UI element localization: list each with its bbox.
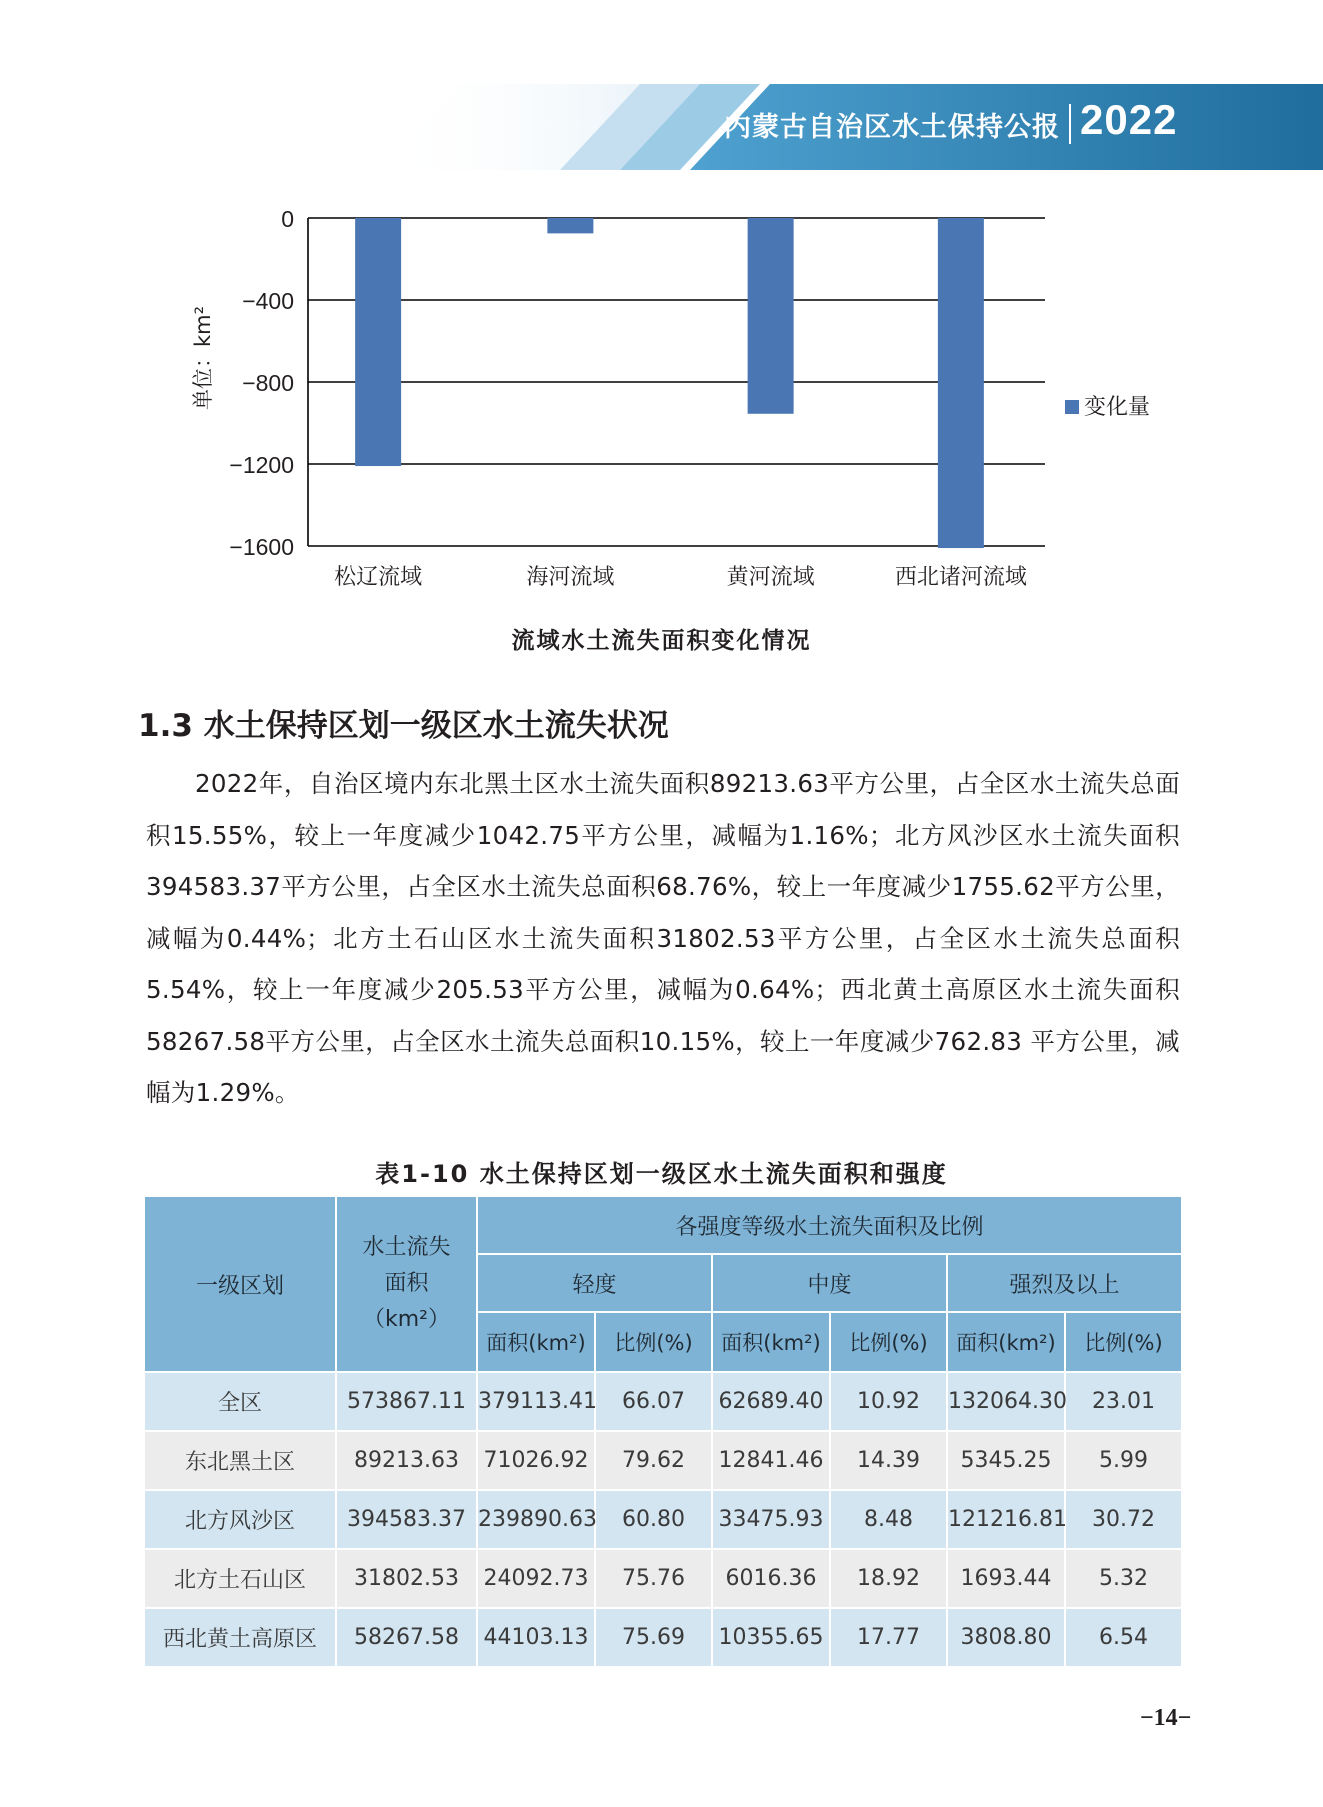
chart-caption: 流域水土流失面积变化情况 xyxy=(511,628,812,654)
cell-total: 31802.53 xyxy=(336,1549,477,1608)
section-paragraph: 2022年，自治区境内东北黑土区水土流失面积89213.63平方公里，占全区水土流失总面积15.55%，较上一年度减少1042.75平方公里，减幅为1.16%；北方风沙区水土流失面积394583.37平方公里，占全区水土流失总面积68.76%，较上一年度减少1755.62平方公里，减幅为0.44%；北方土石山区水土流失面积31802.53平方公里，占全区水土流失总面积5.54%，较上一年度减少205.53平方公里，减幅为0.64%；西北黄土高原区水土流失面积58267.58平方公里，占全区水土流失总面积10.15%，较上一年度减少762.83 平方公里，减幅为1.29%。 xyxy=(146,769,1180,1107)
header-total-line2: 面积 xyxy=(384,1271,429,1296)
cell-light-area: 239890.63 xyxy=(477,1490,595,1549)
cell-total: 89213.63 xyxy=(336,1431,477,1490)
header-total-area xyxy=(336,1196,477,1372)
header-light-area: 面积(km²) xyxy=(477,1312,595,1372)
header-medium-area: 面积(km²) xyxy=(712,1312,830,1372)
report-year: 2022 xyxy=(1080,96,1178,143)
cell-light-ratio: 66.07 xyxy=(595,1372,712,1431)
cell-severe-area: 121216.81 xyxy=(947,1490,1065,1549)
cell-severe-area: 132064.30 xyxy=(947,1372,1065,1431)
header-region: 一级区划 xyxy=(144,1196,336,1372)
title-divider xyxy=(1069,104,1071,144)
x-tick-label: 松辽流域 xyxy=(334,565,423,590)
erosion-intensity-table xyxy=(143,1195,1183,1668)
header-light: 轻度 xyxy=(477,1254,712,1312)
legend-label: 变化量 xyxy=(1084,395,1151,420)
table-row xyxy=(144,1549,1182,1608)
cell-severe-ratio: 5.99 xyxy=(1065,1431,1182,1490)
x-tick-label: 海河流域 xyxy=(526,565,615,590)
bar xyxy=(547,218,593,233)
cell-light-area: 44103.13 xyxy=(477,1608,595,1667)
y-tick-label: 0 xyxy=(281,206,294,232)
bar xyxy=(938,218,984,548)
y-axis-label: 单位：km² xyxy=(191,305,215,411)
cell-region: 全区 xyxy=(144,1372,336,1431)
bar xyxy=(748,218,794,414)
cell-medium-area: 62689.40 xyxy=(712,1372,830,1431)
header-medium-ratio: 比例(%) xyxy=(830,1312,947,1372)
header-total-line1: 水土流失 xyxy=(362,1235,451,1260)
cell-medium-area: 6016.36 xyxy=(712,1549,830,1608)
y-tick-label: −1200 xyxy=(229,452,294,478)
legend-swatch xyxy=(1065,400,1079,414)
header-medium: 中度 xyxy=(712,1254,947,1312)
cell-total: 394583.37 xyxy=(336,1490,477,1549)
cell-light-ratio: 79.62 xyxy=(595,1431,712,1490)
section-body xyxy=(146,758,1180,1119)
header-severe-area: 面积(km²) xyxy=(947,1312,1065,1372)
cell-severe-ratio: 5.32 xyxy=(1065,1549,1182,1608)
cell-region: 东北黑土区 xyxy=(144,1431,336,1490)
cell-medium-ratio: 17.77 xyxy=(830,1608,947,1667)
cell-medium-area: 33475.93 xyxy=(712,1490,830,1549)
cell-severe-area: 1693.44 xyxy=(947,1549,1065,1608)
cell-severe-area: 3808.80 xyxy=(947,1608,1065,1667)
cell-medium-area: 10355.65 xyxy=(712,1608,830,1667)
cell-light-ratio: 75.76 xyxy=(595,1549,712,1608)
cell-region: 北方土石山区 xyxy=(144,1549,336,1608)
table-row xyxy=(144,1490,1182,1549)
cell-light-ratio: 75.69 xyxy=(595,1608,712,1667)
basin-change-chart xyxy=(170,200,1170,600)
cell-medium-ratio: 18.92 xyxy=(830,1549,947,1608)
cell-light-area: 24092.73 xyxy=(477,1549,595,1608)
header-severe: 强烈及以上 xyxy=(947,1254,1182,1312)
cell-severe-ratio: 23.01 xyxy=(1065,1372,1182,1431)
bar xyxy=(355,218,401,466)
header-severe-ratio: 比例(%) xyxy=(1065,1312,1182,1372)
cell-total: 573867.11 xyxy=(336,1372,477,1431)
cell-severe-ratio: 6.54 xyxy=(1065,1608,1182,1667)
section-title: 1.3 水土保持区划一级区水土流失状况 xyxy=(138,708,669,744)
page-number: −14− xyxy=(1140,1705,1192,1731)
cell-light-ratio: 60.80 xyxy=(595,1490,712,1549)
cell-region: 西北黄土高原区 xyxy=(144,1608,336,1667)
cell-medium-ratio: 14.39 xyxy=(830,1431,947,1490)
x-tick-label: 黄河流域 xyxy=(726,565,815,590)
table-row xyxy=(144,1372,1182,1431)
cell-region: 北方风沙区 xyxy=(144,1490,336,1549)
cell-medium-area: 12841.46 xyxy=(712,1431,830,1490)
cell-medium-ratio: 8.48 xyxy=(830,1490,947,1549)
cell-light-area: 379113.41 xyxy=(477,1372,595,1431)
table-row xyxy=(144,1608,1182,1667)
cell-severe-area: 5345.25 xyxy=(947,1431,1065,1490)
header-intensity-group: 各强度等级水土流失面积及比例 xyxy=(477,1196,1182,1254)
cell-severe-ratio: 30.72 xyxy=(1065,1490,1182,1549)
y-tick-label: −800 xyxy=(242,370,294,396)
cell-total: 58267.58 xyxy=(336,1608,477,1667)
header-light-ratio: 比例(%) xyxy=(595,1312,712,1372)
x-tick-label: 西北诸河流域 xyxy=(894,565,1027,590)
y-tick-label: −1600 xyxy=(229,534,294,560)
table-caption: 表1-10 水土保持区划一级区水土流失面积和强度 xyxy=(375,1160,948,1188)
cell-medium-ratio: 10.92 xyxy=(830,1372,947,1431)
report-title: 内蒙古自治区水土保持公报 xyxy=(724,112,1060,143)
cell-light-area: 71026.92 xyxy=(477,1431,595,1490)
header-total-line3: （km²） xyxy=(363,1307,450,1332)
y-tick-label: −400 xyxy=(242,288,294,314)
table-row xyxy=(144,1431,1182,1490)
